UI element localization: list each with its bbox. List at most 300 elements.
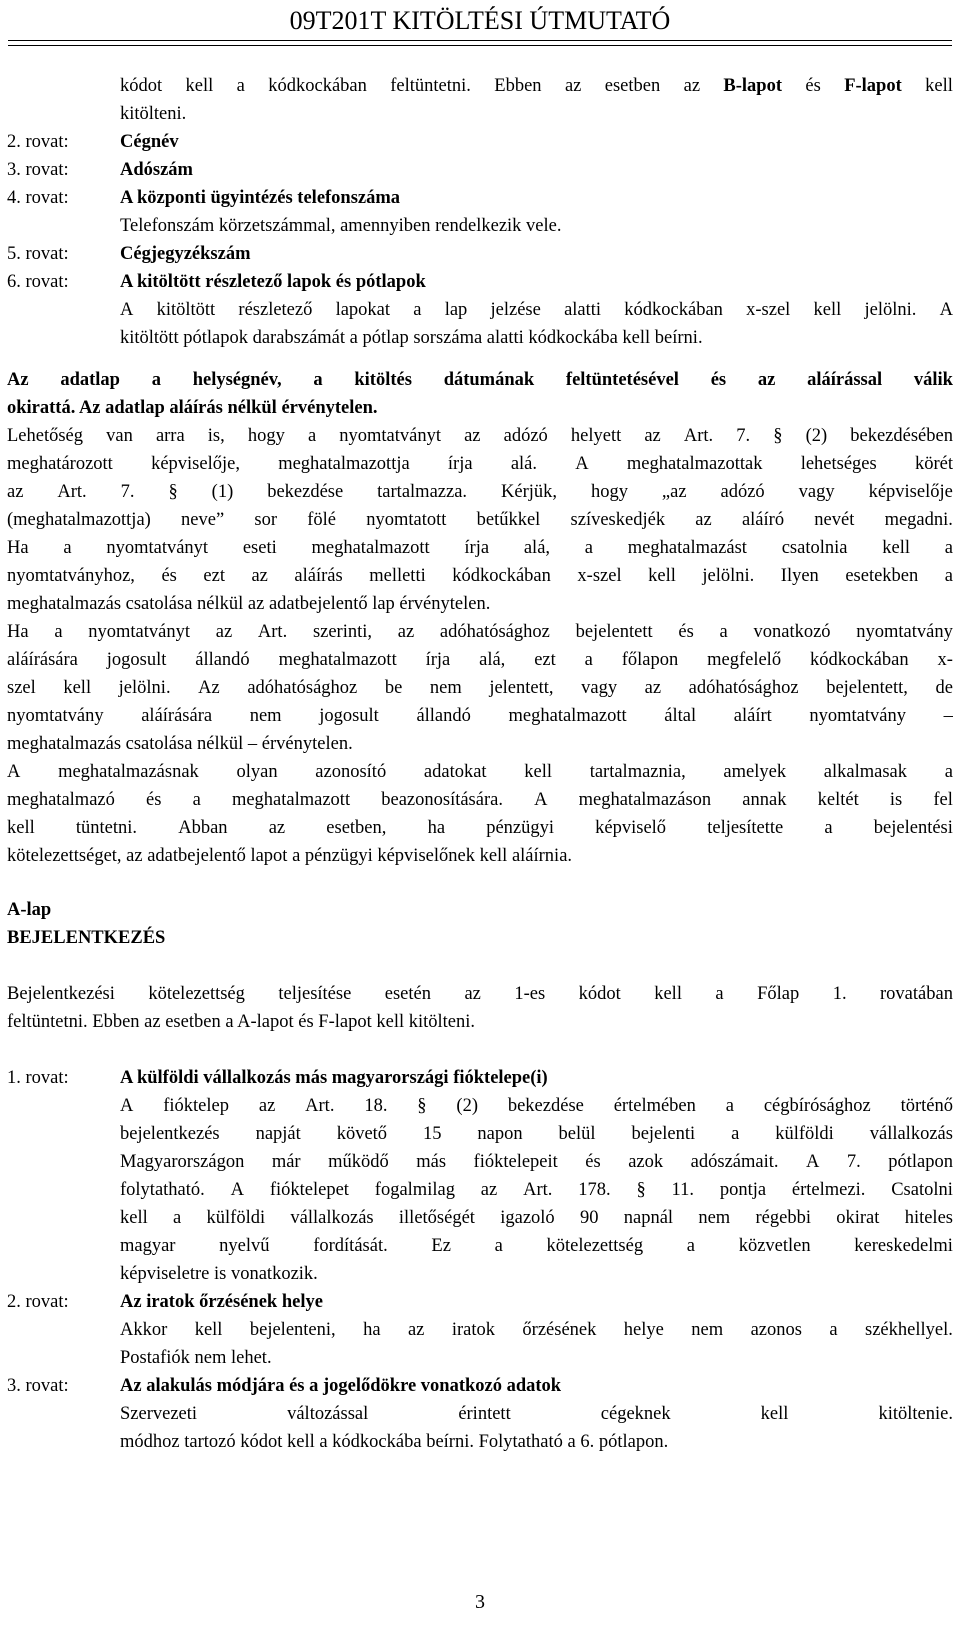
- word: olyan: [236, 762, 278, 782]
- word: kódot: [578, 984, 621, 1004]
- a-rovat-2: [7, 1288, 953, 1372]
- justified-line: [7, 562, 953, 590]
- word: és: [805, 76, 821, 96]
- justified-line: [7, 980, 953, 1008]
- word: szerinti,: [312, 622, 373, 642]
- rovat-description: Telefonszám körzetszámmal, amennyiben rendelkezik vele.: [120, 216, 562, 236]
- rovat-title: Cégjegyzékszám: [120, 244, 251, 264]
- word: az: [683, 76, 701, 96]
- word: kell: [760, 1404, 789, 1424]
- word: pontja: [719, 1180, 767, 1200]
- word: bejelentkezés: [120, 1124, 220, 1144]
- word: helye: [623, 1320, 664, 1340]
- word: bejelentett,: [826, 678, 908, 698]
- word: nyomtatvány: [809, 706, 906, 726]
- word: aláírására: [7, 650, 78, 670]
- word: kitöltenie.: [878, 1404, 953, 1424]
- word: 11.: [671, 1180, 694, 1200]
- word: kell: [7, 818, 35, 838]
- word: adóhatósághoz: [688, 678, 799, 698]
- word: vállalkozás: [290, 1208, 374, 1228]
- word: pótlapon: [888, 1152, 953, 1172]
- justified-line: [7, 646, 953, 674]
- word: nyomtatványt: [339, 426, 441, 446]
- word: működő: [328, 1152, 389, 1172]
- word: 7.: [846, 1152, 861, 1172]
- word: nyelvű: [219, 1236, 270, 1256]
- word: fölé: [307, 510, 337, 530]
- word: és: [678, 622, 694, 642]
- rovat-title: A külföldi vállalkozás más magyarországi fióktelepe(i): [120, 1068, 548, 1088]
- word: 1-es: [514, 984, 546, 1004]
- word: képviselője,: [151, 454, 240, 474]
- word: x-szel: [577, 566, 622, 586]
- word: nyomtatványt: [88, 622, 190, 642]
- word: kell: [654, 984, 682, 1004]
- word: §: [168, 482, 178, 502]
- rovat-3: [7, 156, 953, 184]
- word: és: [585, 1152, 601, 1172]
- word: azok: [628, 1152, 664, 1172]
- word: 18.: [364, 1096, 388, 1116]
- word: Lehetőség: [7, 426, 84, 446]
- word: régebbi: [755, 1208, 811, 1228]
- word: adószámait.: [690, 1152, 779, 1172]
- word: részletező: [238, 300, 313, 320]
- word: A: [939, 300, 953, 320]
- word: dátumának: [443, 370, 535, 390]
- word: változással: [287, 1404, 369, 1424]
- word: feltüntetésével: [565, 370, 679, 390]
- word: az: [757, 370, 776, 390]
- word: adóhatósághoz: [247, 678, 358, 698]
- word: lap: [444, 300, 468, 320]
- word: nevét: [814, 510, 855, 530]
- word: meghatalmazáson: [578, 790, 712, 810]
- word: Az: [198, 678, 220, 698]
- word: napnál: [623, 1208, 674, 1228]
- word: folytatható.: [120, 1180, 205, 1200]
- word: jelentett,: [489, 678, 554, 698]
- word: hogy: [590, 482, 628, 502]
- rovat-label: 5. rovat:: [7, 244, 69, 264]
- word: csatolnia: [781, 538, 848, 558]
- word: az: [407, 1320, 425, 1340]
- word: ha: [363, 1320, 381, 1340]
- word: is,: [207, 426, 225, 446]
- word: hogy: [247, 426, 285, 446]
- word: 7.: [120, 482, 135, 502]
- justified-line: [120, 1316, 953, 1344]
- word: kódkockában: [809, 650, 909, 670]
- word: adóhatósághoz: [439, 622, 550, 642]
- word: meghatalmazott: [278, 650, 397, 670]
- word: Ha: [7, 538, 29, 558]
- word: napon: [477, 1124, 523, 1144]
- word: az: [480, 1180, 498, 1200]
- word: napját: [255, 1124, 301, 1144]
- word: sor: [254, 510, 278, 530]
- word: aláírt: [733, 706, 772, 726]
- word: x-: [937, 650, 953, 670]
- word: (meghatalmazottja): [7, 510, 151, 530]
- word: jelölni.: [118, 678, 171, 698]
- word: esetben,: [326, 818, 387, 838]
- word: helyett: [570, 426, 622, 446]
- text-line: képviseletre is vonatkozik.: [120, 1264, 318, 1284]
- word: Szervezeti: [120, 1404, 198, 1424]
- word: nyomtatvány: [856, 622, 953, 642]
- word: a: [151, 370, 161, 390]
- signature-section: [7, 366, 953, 870]
- word: a: [731, 1124, 740, 1144]
- word: írja: [447, 454, 473, 474]
- word: a: [686, 1236, 695, 1256]
- word: állandó: [195, 650, 250, 670]
- word: aláírására: [141, 706, 213, 726]
- word: a: [54, 622, 63, 642]
- word: adatlap: [60, 370, 120, 390]
- word: székhellyel.: [865, 1320, 953, 1340]
- word: kell: [813, 300, 842, 320]
- word: a: [715, 984, 724, 1004]
- header-rule-bottom: [8, 45, 952, 46]
- word: a: [584, 650, 593, 670]
- word: tartalmazza.: [377, 482, 468, 502]
- rovat-label: 2. rovat:: [7, 132, 69, 152]
- word: aláírás: [294, 566, 343, 586]
- word: kódkockában: [624, 300, 723, 320]
- word: meghatalmazásnak: [58, 762, 199, 782]
- word: jogosult: [106, 650, 167, 670]
- word: keltét: [817, 790, 859, 810]
- justified-line: [120, 1232, 953, 1260]
- word: az: [251, 566, 268, 586]
- word: vagy: [581, 678, 618, 698]
- word: főlapon: [621, 650, 679, 670]
- word: szel: [7, 678, 36, 698]
- word: Főlap: [757, 984, 800, 1004]
- word: már: [271, 1152, 301, 1172]
- word: Ha: [7, 622, 29, 642]
- justified-line: [120, 1176, 953, 1204]
- justified-line: [7, 506, 953, 534]
- word: kell: [925, 76, 953, 96]
- word: 7.: [736, 426, 751, 446]
- word: a: [307, 426, 317, 446]
- word: adózó: [720, 482, 765, 502]
- rovat-label: 1. rovat:: [7, 1068, 69, 1088]
- word: kötelezettség: [546, 1236, 644, 1256]
- justified-line: [7, 366, 953, 394]
- word: kódkockában: [452, 566, 551, 586]
- word: Art.: [257, 622, 288, 642]
- word: adózó: [503, 426, 548, 446]
- text-line: feltüntetni. Ebben az esetben a A-lapot és F-lapot kell kitölteni.: [7, 1012, 476, 1032]
- word: válik: [913, 370, 953, 390]
- word: az: [7, 482, 24, 502]
- word: a: [413, 300, 422, 320]
- word: kell: [882, 538, 910, 558]
- justified-line: [7, 758, 953, 786]
- word: pénzügyi: [486, 818, 554, 838]
- word: iratok: [451, 1320, 495, 1340]
- word: kötelezettség: [148, 984, 245, 1004]
- rovat-title: Az alakulás módjára és a jogelődökre vonatkozó adatok: [120, 1376, 562, 1396]
- word: hiteles: [904, 1208, 953, 1228]
- word: fióktelep: [163, 1096, 229, 1116]
- word: az: [644, 426, 661, 446]
- word: arra: [155, 426, 185, 446]
- word: A: [534, 790, 548, 810]
- word: jelölni.: [702, 566, 755, 586]
- word: helységnév,: [192, 370, 282, 390]
- word: kódot: [120, 76, 163, 96]
- intro-paragraph: [120, 72, 953, 128]
- word: teljesítette: [707, 818, 784, 838]
- word: jelölni.: [864, 300, 917, 320]
- word: bekezdése: [507, 1096, 584, 1116]
- justified-line: [120, 1204, 953, 1232]
- word: fogalmilag: [374, 1180, 455, 1200]
- rovat-5: [7, 240, 953, 268]
- word: (1): [211, 482, 234, 502]
- word: vagy: [798, 482, 835, 502]
- word: a: [829, 1320, 838, 1340]
- word: Ilyen: [780, 566, 819, 586]
- word: a: [192, 790, 201, 810]
- word: képviselője: [868, 482, 953, 502]
- word: (2): [456, 1096, 478, 1116]
- word: külföldi: [775, 1124, 834, 1144]
- word: Art.: [523, 1180, 553, 1200]
- word: az: [564, 76, 582, 96]
- word: belül: [558, 1124, 596, 1144]
- word: meghatalmazott: [508, 706, 627, 726]
- rovat-title: Cégnév: [120, 132, 179, 152]
- word: B-lapot: [723, 76, 783, 96]
- word: alá,: [479, 650, 506, 670]
- justified-line: [7, 478, 953, 506]
- paragraph: [7, 618, 953, 730]
- word: írja: [464, 538, 490, 558]
- word: meghatalmazottja: [278, 454, 410, 474]
- justified-line: [7, 786, 953, 814]
- word: bekezdésében: [850, 426, 953, 446]
- word: bejelenti: [631, 1124, 696, 1144]
- word: nyomtatott: [366, 510, 447, 530]
- word: magyar: [120, 1236, 176, 1256]
- document-body: [7, 72, 953, 1456]
- text-line: meghatalmazás csatolása nélkül – érvénytelen.: [7, 734, 353, 754]
- word: ezt: [203, 566, 225, 586]
- word: közvetlen: [738, 1236, 811, 1256]
- word: cégeknek: [600, 1404, 671, 1424]
- justified-line: [120, 72, 953, 100]
- word: F-lapot: [844, 76, 902, 96]
- word: „az: [661, 482, 687, 502]
- word: de: [935, 678, 953, 698]
- word: kell: [185, 76, 214, 96]
- word: Magyarországon: [120, 1152, 245, 1172]
- word: meghatalmazottak: [626, 454, 763, 474]
- justified-line: [120, 1148, 953, 1176]
- rovat-label: 3. rovat:: [7, 1376, 69, 1396]
- rovat-title: A központi ügyintézés telefonszáma: [120, 188, 401, 208]
- word: tüntetni.: [75, 818, 138, 838]
- word: Art.: [683, 426, 714, 446]
- word: §: [773, 426, 783, 446]
- word: Art.: [57, 482, 87, 502]
- word: neve”: [181, 510, 225, 530]
- word: által: [664, 706, 697, 726]
- word: alkalmasak: [823, 762, 907, 782]
- justified-line: [120, 296, 953, 324]
- word: kell: [524, 762, 552, 782]
- word: alá.: [510, 454, 537, 474]
- word: azonos: [750, 1320, 802, 1340]
- word: §: [417, 1096, 427, 1116]
- header-rule-top: [8, 40, 952, 41]
- word: értelmében: [613, 1096, 696, 1116]
- word: alatti: [564, 300, 602, 320]
- word: a: [719, 622, 728, 642]
- word: az: [644, 678, 662, 698]
- justified-line: [120, 1092, 953, 1120]
- rovat-label: 3. rovat:: [7, 160, 69, 180]
- word: a: [944, 762, 953, 782]
- rovat-label: 6. rovat:: [7, 272, 69, 292]
- word: az: [268, 818, 286, 838]
- justified-line: [120, 1400, 953, 1428]
- word: nyomtatványt: [106, 538, 209, 558]
- word: cégbírósághoz: [763, 1096, 871, 1116]
- word: rovatában: [880, 984, 953, 1004]
- word: kereskedelmi: [854, 1236, 953, 1256]
- word: meghatalmazást: [627, 538, 747, 558]
- word: –: [943, 706, 953, 726]
- word: nem: [249, 706, 282, 726]
- word: eseti: [242, 538, 277, 558]
- word: és: [161, 566, 177, 586]
- word: őrzésének: [522, 1320, 597, 1340]
- text-line: kitölteni.: [120, 104, 187, 124]
- justified-line: [7, 618, 953, 646]
- word: ezt: [534, 650, 556, 670]
- word: a: [944, 538, 953, 558]
- paragraph: [7, 422, 953, 534]
- word: meghatározott: [7, 454, 113, 474]
- word: és: [710, 370, 727, 390]
- word: fordítását.: [313, 1236, 388, 1256]
- word: melletti: [369, 566, 426, 586]
- word: az: [464, 426, 481, 446]
- word: képviselő: [595, 818, 667, 838]
- word: kitöltött: [156, 300, 216, 320]
- word: teljesítése: [278, 984, 352, 1004]
- paragraph: [7, 758, 953, 842]
- word: Az: [7, 370, 29, 390]
- word: fióktelepet: [269, 1180, 349, 1200]
- word: annak: [742, 790, 787, 810]
- word: alá,: [523, 538, 551, 558]
- text-line: kitöltött pótlapok darabszámát a pótlap sorszáma alatti kódkockába kell beírni.: [120, 328, 703, 348]
- word: az: [215, 622, 233, 642]
- word: és: [146, 790, 162, 810]
- word: nem: [429, 678, 462, 698]
- word: nyomtatvány: [7, 706, 104, 726]
- rovat-2: [7, 128, 953, 156]
- page-number: 3: [475, 1591, 485, 1613]
- word: beazonosítására.: [381, 790, 503, 810]
- word: a: [824, 818, 833, 838]
- paragraph: [120, 1092, 953, 1260]
- word: meghatalmazott: [311, 538, 430, 558]
- text-line: okirattá. Az adatlap aláírás nélkül érvénytelen.: [7, 398, 378, 418]
- text-line: meghatalmazás csatolása nélkül az adatbejelentő lap érvénytelen.: [7, 594, 491, 614]
- word: A: [120, 1096, 134, 1116]
- a-rovat-1: [7, 1064, 953, 1288]
- rovat-title: Az iratok őrzésének helye: [120, 1292, 323, 1312]
- word: nem: [698, 1208, 731, 1228]
- word: azonosító: [315, 762, 387, 782]
- word: nem: [691, 1320, 724, 1340]
- word: A: [230, 1180, 244, 1200]
- word: fióktelepeit: [473, 1152, 558, 1172]
- word: meghatalmazott: [231, 790, 351, 810]
- rovat-title: A kitöltött részletező lapok és pótlapok: [120, 272, 426, 292]
- word: A: [806, 1152, 820, 1172]
- word: Ebben: [494, 76, 542, 96]
- justified-line: [7, 422, 953, 450]
- rovat-4: [7, 184, 953, 240]
- word: az: [464, 984, 481, 1004]
- word: esetén: [384, 984, 431, 1004]
- word: Art.: [305, 1096, 335, 1116]
- word: adatokat: [423, 762, 487, 782]
- word: 1.: [832, 984, 847, 1004]
- word: más: [416, 1152, 447, 1172]
- word: a: [313, 370, 323, 390]
- word: vonatkozó: [753, 622, 831, 642]
- word: megfelelő: [707, 650, 782, 670]
- word: Akkor: [120, 1320, 168, 1340]
- word: a: [944, 566, 953, 586]
- word: külföldi: [206, 1208, 266, 1228]
- text-line: módhoz tartozó kódot kell a kódkockába beírni. Folytatható a 6. pótlapon.: [120, 1432, 669, 1452]
- word: Kérjük,: [501, 482, 557, 502]
- word: van: [106, 426, 133, 446]
- word: a: [236, 76, 245, 96]
- word: történő: [900, 1096, 953, 1116]
- justified-line: [120, 1120, 953, 1148]
- word: amelyek: [723, 762, 787, 782]
- word: lehetséges: [800, 454, 877, 474]
- word: vállalkozás: [869, 1124, 953, 1144]
- word: Csatolni: [891, 1180, 953, 1200]
- word: a: [173, 1208, 182, 1228]
- word: (2): [805, 426, 828, 446]
- word: kell: [648, 566, 676, 586]
- word: kódkockában: [268, 76, 367, 96]
- word: A: [120, 300, 134, 320]
- word: ha: [427, 818, 446, 838]
- section-heading: A-lap: [7, 900, 52, 920]
- word: jogosult: [319, 706, 379, 726]
- word: az: [695, 510, 712, 530]
- word: Bejelentkezési: [7, 984, 115, 1004]
- justified-line: [7, 450, 953, 478]
